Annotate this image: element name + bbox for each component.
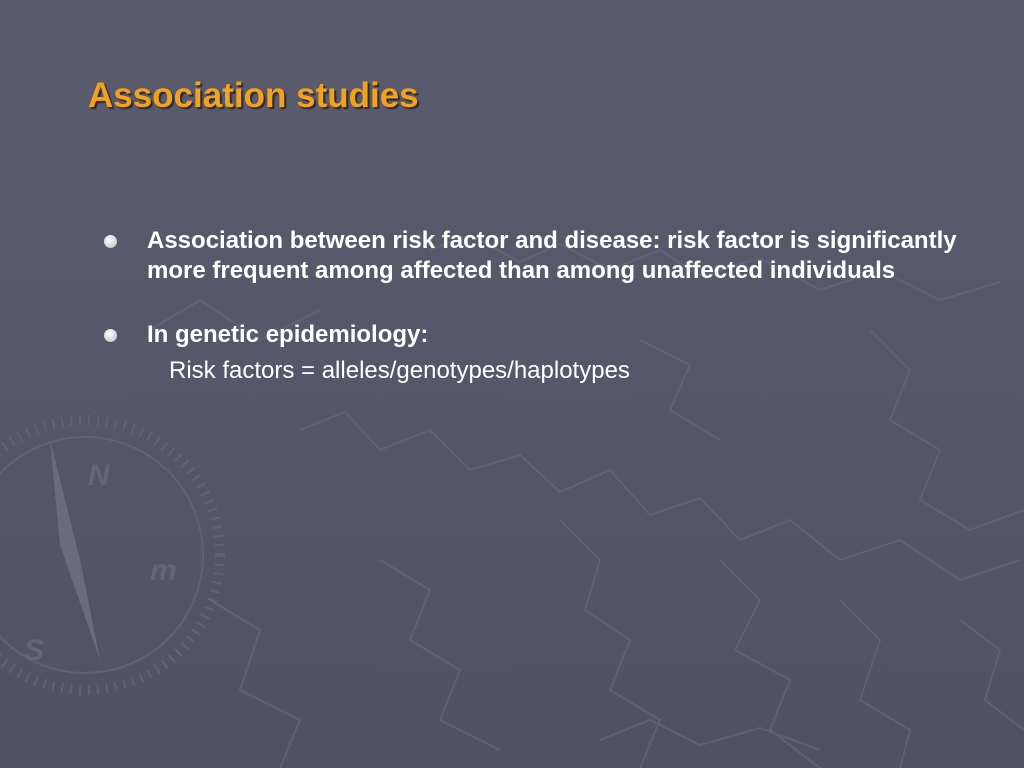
compass-rose	[0, 420, 220, 690]
bullet-text: Association between risk factor and disease: risk factor is significantly more frequent among affected than among unaffected individuals	[147, 227, 957, 284]
bullet-sub-text: Risk factors = alleles/genotypes/haplotypes	[169, 357, 630, 384]
bullet-dot-icon	[104, 235, 117, 248]
bullet-list	[104, 226, 984, 386]
compass-letter-s: S	[24, 634, 45, 667]
compass-letter-n: N	[88, 459, 110, 492]
bullet-dot-icon	[104, 329, 117, 342]
bullet-item	[104, 320, 984, 386]
bullet-text: In genetic epidemiology:	[147, 321, 429, 348]
bullet-item	[104, 226, 984, 286]
slide-title: Association studies	[88, 76, 419, 115]
compass-letter-m: m	[150, 554, 177, 587]
